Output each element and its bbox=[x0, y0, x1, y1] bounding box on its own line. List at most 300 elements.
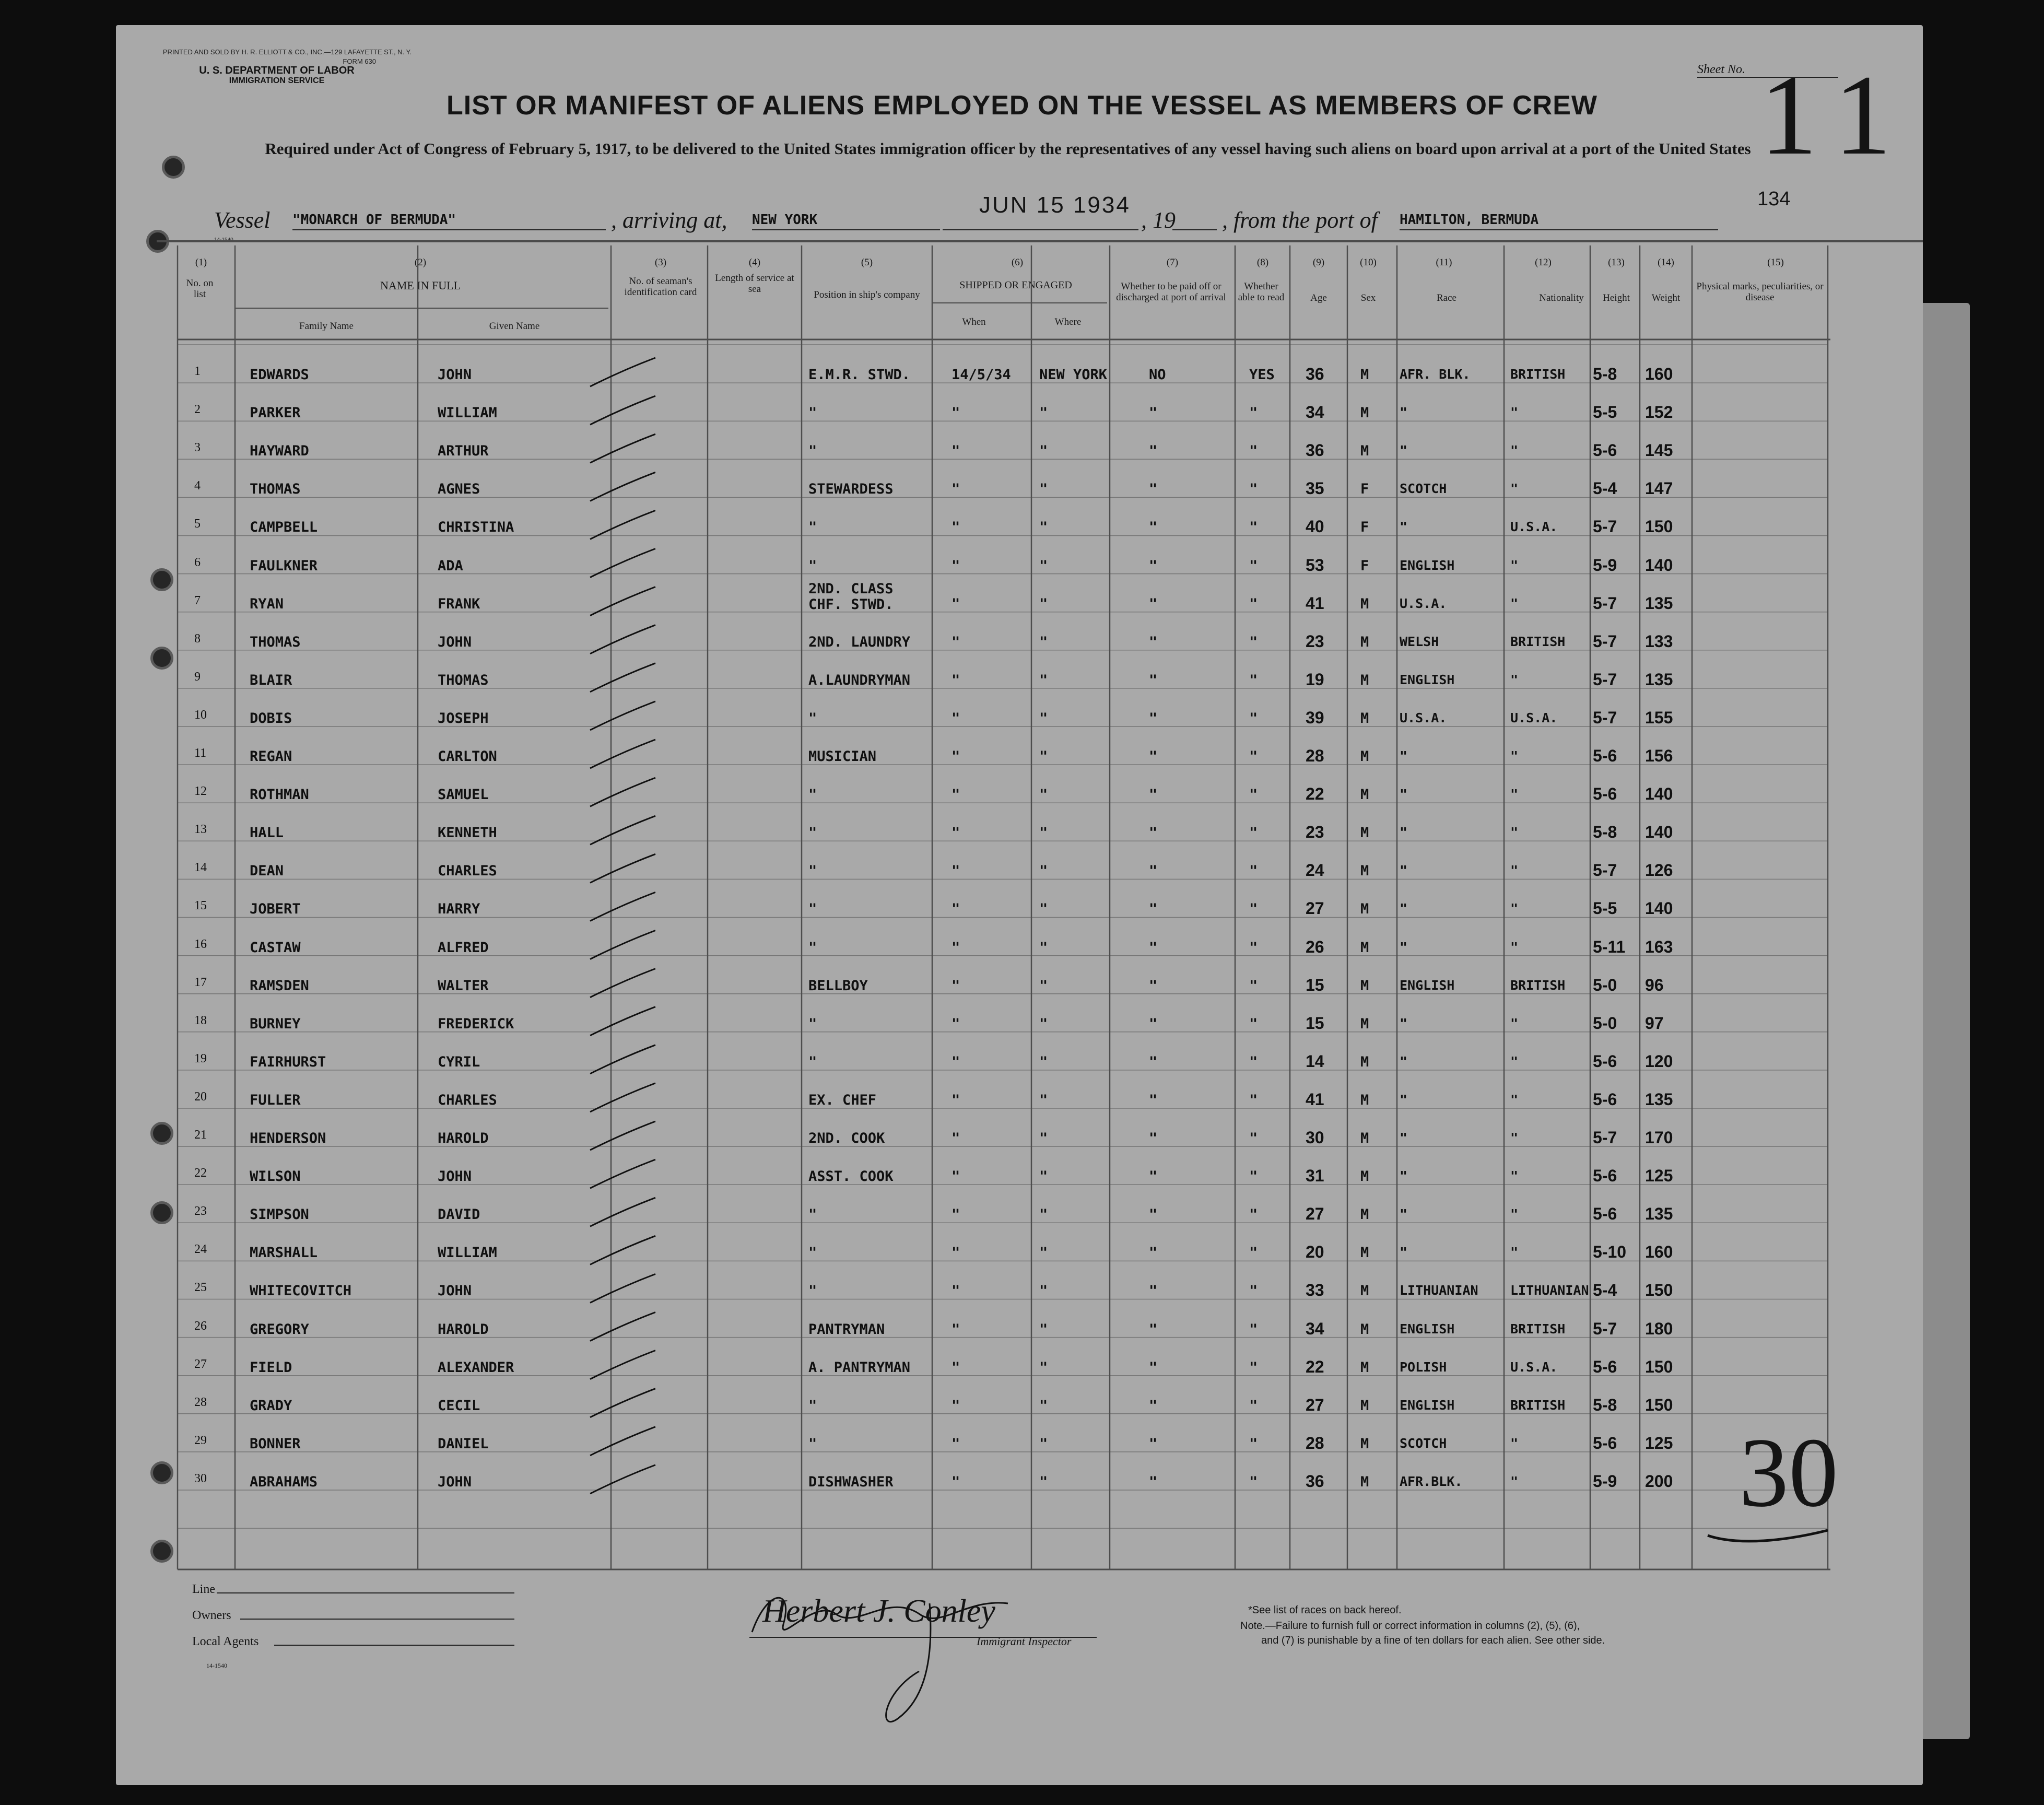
department-name: U. S. DEPARTMENT OF LABOR bbox=[199, 65, 355, 76]
cell-position: A.LAUNDRYMAN bbox=[808, 672, 911, 688]
cell-when: " bbox=[951, 481, 960, 498]
cell-where: " bbox=[1039, 595, 1048, 612]
cell-paid: " bbox=[1149, 1321, 1158, 1338]
cell-age: 23 bbox=[1306, 631, 1324, 651]
cell-height: 5-6 bbox=[1593, 1433, 1617, 1452]
cell-race: " bbox=[1400, 1130, 1408, 1145]
cell-read: " bbox=[1249, 595, 1258, 612]
cell-nationality: BRITISH bbox=[1510, 367, 1566, 382]
cell-race: " bbox=[1400, 825, 1408, 840]
line-label: Line bbox=[192, 1583, 215, 1596]
cell-read: " bbox=[1249, 634, 1258, 650]
cell-family: RAMSDEN bbox=[250, 977, 309, 994]
cell-paid: " bbox=[1149, 1168, 1158, 1185]
cell-no: 10 bbox=[194, 708, 207, 722]
cell-paid: " bbox=[1149, 595, 1158, 612]
column-number: (15) bbox=[1767, 257, 1784, 268]
cell-no: 17 bbox=[194, 975, 207, 989]
cell-no: 9 bbox=[194, 670, 201, 684]
cell-read: " bbox=[1249, 1092, 1258, 1108]
column-number: (9) bbox=[1312, 257, 1325, 268]
header-shipped: SHIPPED OR ENGAGED bbox=[959, 279, 1072, 291]
cell-given: CHARLES bbox=[438, 1092, 497, 1108]
header-no-on-list: No. on list bbox=[186, 278, 214, 300]
cell-position: MUSICIAN bbox=[808, 748, 877, 765]
cell-where: " bbox=[1039, 1245, 1048, 1261]
cell-where: " bbox=[1039, 1168, 1048, 1185]
cell-no: 26 bbox=[194, 1319, 207, 1333]
cell-height: 5-9 bbox=[1593, 555, 1617, 575]
cell-age: 34 bbox=[1306, 1319, 1324, 1338]
cell-weight: 133 bbox=[1645, 631, 1673, 651]
header-given-name: Given Name bbox=[489, 321, 540, 332]
column-number: (11) bbox=[1436, 257, 1452, 268]
cell-age: 40 bbox=[1306, 517, 1324, 536]
cell-race: ENGLISH bbox=[1400, 557, 1455, 573]
cell-sex: M bbox=[1360, 1168, 1369, 1185]
cell-weight: 150 bbox=[1645, 1281, 1673, 1300]
cell-age: 15 bbox=[1306, 1013, 1324, 1033]
cell-family: CAMPBELL bbox=[250, 519, 318, 536]
cell-nationality: " bbox=[1510, 443, 1519, 459]
cell-height: 5-8 bbox=[1593, 1395, 1617, 1414]
cell-age: 36 bbox=[1306, 365, 1324, 383]
page-number: 134 bbox=[1757, 188, 1791, 210]
cell-nationality: " bbox=[1510, 1092, 1519, 1107]
cell-position: " bbox=[808, 1435, 817, 1452]
cell-nationality: " bbox=[1510, 1015, 1519, 1031]
cell-weight: 140 bbox=[1645, 823, 1673, 842]
cell-position: " bbox=[808, 557, 817, 574]
cell-paid: " bbox=[1149, 1092, 1158, 1108]
cell-family: BONNER bbox=[250, 1435, 301, 1452]
cell-sex: M bbox=[1360, 901, 1369, 918]
cell-where: " bbox=[1039, 634, 1048, 650]
cell-sex: M bbox=[1360, 443, 1369, 460]
cell-family: REGAN bbox=[250, 748, 292, 765]
header-paid-off: Whether to be paid off or discharged at port of arrival bbox=[1116, 281, 1226, 303]
cell-family: BURNEY bbox=[250, 1015, 301, 1032]
cell-sex: M bbox=[1360, 405, 1369, 421]
cell-age: 35 bbox=[1306, 479, 1324, 498]
cell-paid: " bbox=[1149, 1015, 1158, 1032]
cell-position: PANTRYMAN bbox=[808, 1321, 885, 1338]
cell-height: 5-4 bbox=[1593, 1281, 1617, 1300]
cell-no: 7 bbox=[194, 593, 201, 607]
cell-paid: " bbox=[1149, 901, 1158, 918]
cell-age: 31 bbox=[1306, 1166, 1324, 1186]
cell-read: " bbox=[1249, 1015, 1258, 1032]
cell-nationality: " bbox=[1510, 1168, 1519, 1184]
cell-no: 5 bbox=[194, 517, 201, 531]
cell-where: " bbox=[1039, 748, 1048, 765]
cell-where: " bbox=[1039, 1397, 1048, 1414]
cell-given: FRANK bbox=[438, 595, 480, 612]
column-number: (12) bbox=[1535, 257, 1552, 268]
cell-paid: " bbox=[1149, 1359, 1158, 1376]
cell-race: ENGLISH bbox=[1400, 977, 1455, 993]
cell-given: JOHN bbox=[438, 1283, 472, 1299]
cell-family: ROTHMAN bbox=[250, 787, 309, 803]
cell-age: 28 bbox=[1306, 746, 1324, 765]
cell-weight: 140 bbox=[1645, 899, 1673, 918]
cell-read: " bbox=[1249, 1053, 1258, 1070]
cell-weight: 126 bbox=[1645, 861, 1673, 880]
cell-when: " bbox=[951, 443, 960, 460]
cell-height: 5-6 bbox=[1593, 1051, 1617, 1071]
cell-given: HAROLD bbox=[438, 1321, 489, 1338]
cell-paid: " bbox=[1149, 672, 1158, 688]
cell-sex: M bbox=[1360, 825, 1369, 841]
cell-where: " bbox=[1039, 672, 1048, 688]
cell-nationality: " bbox=[1510, 405, 1519, 420]
penalty-note-2: and (7) is punishable by a fine of ten dollars for each alien. See other side. bbox=[1261, 1635, 1605, 1646]
cell-where: " bbox=[1039, 1015, 1048, 1032]
vessel-name: "MONARCH OF BERMUDA" bbox=[292, 212, 456, 228]
arriving-port: NEW YORK bbox=[752, 212, 818, 228]
vessel-label: Vessel bbox=[214, 207, 271, 233]
cell-read: " bbox=[1249, 672, 1258, 688]
cell-height: 5-11 bbox=[1593, 937, 1626, 956]
cell-position: E.M.R. STWD. bbox=[808, 367, 911, 383]
cell-height: 5-7 bbox=[1593, 861, 1617, 880]
cell-family: WHITECOVITCH bbox=[250, 1283, 352, 1299]
cell-weight: 156 bbox=[1645, 746, 1673, 765]
date-stamp: JUN 15 1934 bbox=[979, 192, 1131, 218]
cell-sex: M bbox=[1360, 634, 1369, 650]
cell-given: ALFRED bbox=[438, 939, 489, 956]
cell-when: " bbox=[951, 1053, 960, 1070]
column-number: (1) bbox=[195, 257, 207, 268]
cell-height: 5-6 bbox=[1593, 441, 1617, 460]
cell-where: NEW YORK bbox=[1039, 367, 1108, 383]
cell-read: " bbox=[1249, 787, 1258, 803]
cell-given: CECIL bbox=[438, 1397, 480, 1414]
cell-height: 5-9 bbox=[1593, 1471, 1617, 1491]
cell-given: CARLTON bbox=[438, 748, 497, 765]
cell-weight: 200 bbox=[1645, 1471, 1673, 1491]
cell-race: LITHUANIAN bbox=[1400, 1283, 1478, 1298]
cell-given: CHRISTINA bbox=[438, 519, 514, 536]
cell-race: SCOTCH bbox=[1400, 1435, 1447, 1451]
printer-line: PRINTED AND SOLD BY H. R. ELLIOTT & CO., INC.—129 LAFAYETTE ST., N. Y. bbox=[162, 48, 412, 56]
cell-given: JOHN bbox=[438, 1473, 472, 1490]
cell-family: THOMAS bbox=[250, 634, 301, 650]
cell-position: " bbox=[808, 710, 817, 726]
cell-position: ASST. COOK bbox=[808, 1168, 894, 1185]
cell-age: 53 bbox=[1306, 555, 1324, 575]
page-title: LIST OR MANIFEST OF ALIENS EMPLOYED ON THE VESSEL AS MEMBERS OF CREW bbox=[447, 90, 1597, 121]
cell-sex: M bbox=[1360, 1359, 1369, 1376]
cell-read: " bbox=[1249, 977, 1258, 994]
cell-given: DANIEL bbox=[438, 1435, 489, 1452]
cell-given: AGNES bbox=[438, 481, 480, 498]
cell-no: 29 bbox=[194, 1433, 207, 1447]
cell-race: U.S.A. bbox=[1400, 710, 1447, 725]
cell-where: " bbox=[1039, 1321, 1048, 1338]
cell-weight: 140 bbox=[1645, 784, 1673, 804]
cell-paid: " bbox=[1149, 1283, 1158, 1299]
cell-no: 30 bbox=[194, 1471, 207, 1485]
cell-when: " bbox=[951, 1206, 960, 1223]
cell-where: " bbox=[1039, 825, 1048, 841]
cell-sex: M bbox=[1360, 1321, 1369, 1338]
cell-family: WILSON bbox=[250, 1168, 301, 1185]
cell-given: FREDERICK bbox=[438, 1015, 514, 1032]
cell-weight: 135 bbox=[1645, 1089, 1673, 1109]
cell-given: WILLIAM bbox=[438, 405, 497, 421]
cell-race: POLISH bbox=[1400, 1359, 1447, 1375]
cell-age: 27 bbox=[1306, 1204, 1324, 1224]
cell-family: BLAIR bbox=[250, 672, 292, 688]
cell-age: 36 bbox=[1306, 441, 1324, 460]
cell-read: " bbox=[1249, 1168, 1258, 1185]
cell-paid: " bbox=[1149, 939, 1158, 956]
header-length-service: Length of service at sea bbox=[715, 273, 794, 295]
cell-position: " bbox=[808, 825, 817, 841]
cell-sex: M bbox=[1360, 1435, 1369, 1452]
cell-family: FAIRHURST bbox=[250, 1053, 326, 1070]
cell-weight: 160 bbox=[1645, 365, 1673, 383]
cell-paid: " bbox=[1149, 405, 1158, 421]
cell-paid: " bbox=[1149, 1053, 1158, 1070]
cell-when: " bbox=[951, 1015, 960, 1032]
cell-when: " bbox=[951, 557, 960, 574]
cell-weight: 145 bbox=[1645, 441, 1673, 460]
header-name-in-full: NAME IN FULL bbox=[380, 279, 461, 292]
cell-given: JOSEPH bbox=[438, 710, 489, 726]
total-count: 30 bbox=[1739, 1418, 1838, 1528]
cell-where: " bbox=[1039, 787, 1048, 803]
cell-race: " bbox=[1400, 1015, 1408, 1031]
cell-paid: " bbox=[1149, 1397, 1158, 1414]
cell-weight: 135 bbox=[1645, 1204, 1673, 1224]
cell-position: EX. CHEF bbox=[808, 1092, 877, 1108]
cell-read: " bbox=[1249, 443, 1258, 460]
from-port: HAMILTON, BERMUDA bbox=[1400, 212, 1539, 228]
cell-where: " bbox=[1039, 443, 1048, 460]
cell-family: FAULKNER bbox=[250, 557, 318, 574]
cell-age: 39 bbox=[1306, 708, 1324, 727]
cell-position: " bbox=[808, 787, 817, 803]
cell-family: PARKER bbox=[250, 405, 301, 421]
cell-family: ABRAHAMS bbox=[250, 1473, 318, 1490]
cell-sex: M bbox=[1360, 977, 1369, 994]
cell-position: A. PANTRYMAN bbox=[808, 1359, 911, 1376]
cell-paid: " bbox=[1149, 863, 1158, 880]
cell-race: " bbox=[1400, 748, 1408, 764]
cell-no: 11 bbox=[194, 746, 207, 760]
cell-where: " bbox=[1039, 1206, 1048, 1223]
cell-when: " bbox=[951, 1473, 960, 1490]
cell-weight: 150 bbox=[1645, 1395, 1673, 1414]
cell-paid: NO bbox=[1149, 367, 1166, 383]
cell-when: " bbox=[951, 519, 960, 536]
header-weight: Weight bbox=[1651, 292, 1681, 303]
cell-when: 14/5/34 bbox=[951, 367, 1011, 383]
header-position: Position in ship's company bbox=[814, 289, 920, 300]
cell-given: ADA bbox=[438, 557, 463, 574]
cell-when: " bbox=[951, 1359, 960, 1376]
cell-sex: M bbox=[1360, 1130, 1369, 1146]
cell-paid: " bbox=[1149, 1130, 1158, 1146]
cell-no: 24 bbox=[194, 1243, 207, 1257]
cell-paid: " bbox=[1149, 1206, 1158, 1223]
cell-nationality: BRITISH bbox=[1510, 977, 1566, 993]
cell-position: " bbox=[808, 1245, 817, 1261]
cell-race: " bbox=[1400, 405, 1408, 420]
cell-weight: 135 bbox=[1645, 670, 1673, 689]
cell-where: " bbox=[1039, 939, 1048, 956]
cell-sex: M bbox=[1360, 1092, 1369, 1108]
cell-height: 5-5 bbox=[1593, 899, 1617, 918]
cell-position: " bbox=[808, 863, 817, 880]
cell-read: " bbox=[1249, 1206, 1258, 1223]
cell-read: " bbox=[1249, 519, 1258, 536]
cell-race: " bbox=[1400, 901, 1408, 917]
cell-no: 2 bbox=[194, 403, 201, 417]
cell-sex: M bbox=[1360, 1473, 1369, 1490]
cell-nationality: " bbox=[1510, 1130, 1519, 1145]
header-when: When bbox=[962, 317, 986, 327]
from-port-label: , from the port of bbox=[1222, 207, 1378, 233]
cell-age: 41 bbox=[1306, 1089, 1324, 1109]
cell-sex: M bbox=[1360, 939, 1369, 956]
cell-where: " bbox=[1039, 1473, 1048, 1490]
cell-age: 19 bbox=[1306, 670, 1324, 689]
column-number: (6) bbox=[1011, 257, 1024, 268]
penalty-note-1: Note.—Failure to furnish full or correct information in columns (2), (5), (6), bbox=[1240, 1620, 1580, 1632]
cell-race: " bbox=[1400, 863, 1408, 878]
cell-family: GREGORY bbox=[250, 1321, 309, 1338]
cell-paid: " bbox=[1149, 825, 1158, 841]
cell-height: 5-5 bbox=[1593, 403, 1617, 422]
column-number: (14) bbox=[1658, 257, 1674, 268]
column-number: (4) bbox=[748, 257, 761, 268]
cell-age: 14 bbox=[1306, 1051, 1324, 1071]
cell-race: " bbox=[1400, 443, 1408, 459]
cell-paid: " bbox=[1149, 1245, 1158, 1261]
cell-weight: 150 bbox=[1645, 517, 1673, 536]
cell-no: 28 bbox=[194, 1395, 207, 1409]
cell-position: " bbox=[808, 939, 817, 956]
cell-height: 5-6 bbox=[1593, 1204, 1617, 1224]
column-number: (7) bbox=[1166, 257, 1179, 268]
cell-read: " bbox=[1249, 557, 1258, 574]
cell-where: " bbox=[1039, 557, 1048, 574]
form-number: FORM 630 bbox=[343, 57, 376, 65]
cell-paid: " bbox=[1149, 1473, 1158, 1490]
cell-where: " bbox=[1039, 519, 1048, 536]
cell-when: " bbox=[951, 710, 960, 726]
cell-sex: M bbox=[1360, 710, 1369, 726]
cell-race: ENGLISH bbox=[1400, 1321, 1455, 1337]
cell-where: " bbox=[1039, 481, 1048, 498]
cell-when: " bbox=[951, 1435, 960, 1452]
cell-weight: 155 bbox=[1645, 708, 1673, 727]
cell-race: WELSH bbox=[1400, 634, 1439, 649]
cell-position: " bbox=[808, 1206, 817, 1223]
cell-sex: M bbox=[1360, 595, 1369, 612]
cell-paid: " bbox=[1149, 787, 1158, 803]
cell-race: " bbox=[1400, 939, 1408, 955]
cell-weight: 125 bbox=[1645, 1433, 1673, 1452]
cell-nationality: " bbox=[1510, 595, 1519, 611]
cell-paid: " bbox=[1149, 443, 1158, 460]
cell-age: 26 bbox=[1306, 937, 1324, 956]
header-sex: Sex bbox=[1360, 292, 1376, 303]
cell-sex: M bbox=[1360, 672, 1369, 688]
cell-weight: 150 bbox=[1645, 1357, 1673, 1376]
cell-when: " bbox=[951, 1245, 960, 1261]
cell-race: SCOTCH bbox=[1400, 481, 1447, 497]
cell-sex: F bbox=[1360, 519, 1369, 536]
cell-age: 30 bbox=[1306, 1128, 1324, 1147]
cell-where: " bbox=[1039, 710, 1048, 726]
cell-height: 5-7 bbox=[1593, 631, 1617, 651]
cell-sex: M bbox=[1360, 748, 1369, 765]
cell-paid: " bbox=[1149, 748, 1158, 765]
cell-read: " bbox=[1249, 825, 1258, 841]
inspector-signature: Herbert J. Conley bbox=[762, 1593, 995, 1629]
cell-paid: " bbox=[1149, 557, 1158, 574]
cell-race: " bbox=[1400, 1206, 1408, 1222]
cell-where: " bbox=[1039, 1283, 1048, 1299]
cell-no: 18 bbox=[194, 1013, 207, 1027]
cell-height: 5-6 bbox=[1593, 784, 1617, 804]
cell-when: " bbox=[951, 901, 960, 918]
cell-when: " bbox=[951, 787, 960, 803]
cell-weight: 180 bbox=[1645, 1319, 1673, 1338]
cell-read: " bbox=[1249, 1397, 1258, 1414]
cell-no: 25 bbox=[194, 1281, 207, 1295]
cell-age: 36 bbox=[1306, 1471, 1324, 1491]
cell-when: " bbox=[951, 634, 960, 650]
cell-height: 5-0 bbox=[1593, 1013, 1617, 1033]
cell-where: " bbox=[1039, 901, 1048, 918]
cell-read: " bbox=[1249, 939, 1258, 956]
cell-where: " bbox=[1039, 977, 1048, 994]
cell-family: DOBIS bbox=[250, 710, 292, 726]
cell-read: " bbox=[1249, 1283, 1258, 1299]
cell-nationality: " bbox=[1510, 1245, 1519, 1260]
cell-race: AFR.BLK. bbox=[1400, 1473, 1463, 1489]
cell-no: 16 bbox=[194, 937, 207, 951]
cell-family: MARSHALL bbox=[250, 1245, 318, 1261]
cell-race: ENGLISH bbox=[1400, 672, 1455, 687]
cell-nationality: " bbox=[1510, 481, 1519, 497]
cell-read: " bbox=[1249, 1435, 1258, 1452]
cell-paid: " bbox=[1149, 1435, 1158, 1452]
cell-nationality: " bbox=[1510, 557, 1519, 573]
cell-read: " bbox=[1249, 863, 1258, 880]
cell-no: 27 bbox=[194, 1357, 207, 1371]
header-family-name: Family Name bbox=[299, 321, 354, 332]
cell-family: JOBERT bbox=[250, 901, 301, 918]
cell-read: " bbox=[1249, 481, 1258, 498]
cell-race: " bbox=[1400, 1168, 1408, 1184]
cell-no: 19 bbox=[194, 1051, 207, 1065]
cell-given: JOHN bbox=[438, 1168, 472, 1185]
cell-sex: M bbox=[1360, 1053, 1369, 1070]
inspector-label: Immigrant Inspector bbox=[977, 1635, 1072, 1648]
cell-when: " bbox=[951, 672, 960, 688]
header-seaman-id: No. of seaman's identification card bbox=[624, 276, 697, 298]
cell-no: 14 bbox=[194, 861, 207, 875]
cell-race: AFR. BLK. bbox=[1400, 367, 1471, 382]
cell-height: 5-6 bbox=[1593, 1089, 1617, 1109]
cell-nationality: LITHUANIAN bbox=[1510, 1283, 1589, 1298]
